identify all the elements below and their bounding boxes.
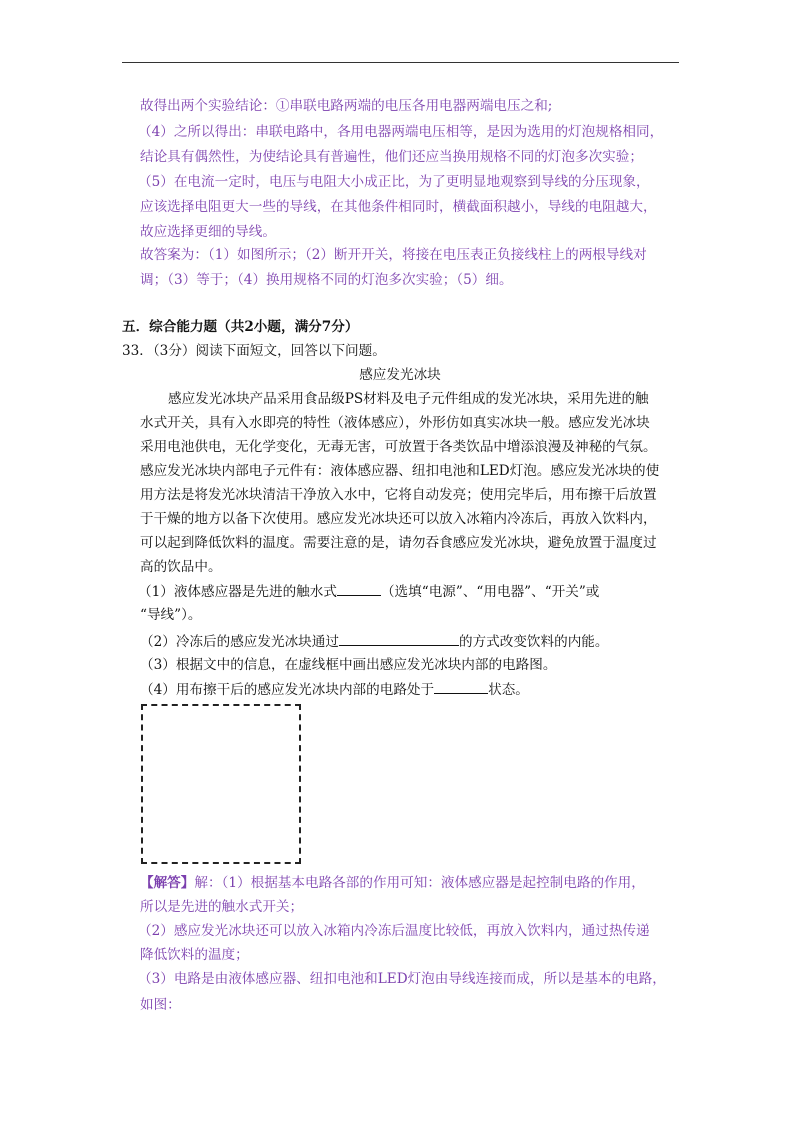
- passage-title: 感应发光冰块: [359, 367, 441, 383]
- passage-line-7: 可以起到降低饮料的温度。需要注意的是，请勿吞食感应发光冰块，避免放置于温度过: [140, 535, 657, 551]
- section-heading: 五．综合能力题（共2小题，满分7分）: [122, 319, 359, 335]
- solution-line-6: 如图：: [140, 997, 181, 1013]
- solution-line-2: 所以是先进的触水式开关；: [140, 899, 304, 915]
- solution-line-1-text: 解：（1）根据基本电路各部的作用可知：液体感应器是起控制电路的作用，: [194, 875, 645, 891]
- solution-line-5: （3）电路是由液体感应器、纽扣电池和LED灯泡由导线连接而成，所以是基本的电路，: [138, 971, 666, 987]
- answer-line-8: 调；（3）等于；（4）换用规格不同的灯泡多次实验；（5）细。: [140, 272, 513, 288]
- question-intro: 33．（3分）阅读下面短文，回答以下问题。: [122, 343, 386, 359]
- solution-line-3: （2）感应发光冰块还可以放入冰箱内冷冻后温度比较低，再放入饮料内，通过热传递: [138, 923, 650, 939]
- passage-line-8: 高的饮品中。: [140, 559, 222, 575]
- answer-line-2: （4）之所以得出：串联电路中，各用电器两端电压相等，是因为选用的灯泡规格相同，: [138, 124, 664, 140]
- solution-line-1: [140, 874, 645, 892]
- answer-line-5: 应该选择电阻更大一些的导线，在其他条件相同时，横截面积越小，导线的电阻越大，: [140, 199, 657, 215]
- solution-tag: 【解答】: [140, 875, 195, 891]
- circuit-drawing-box[interactable]: [141, 704, 301, 864]
- subquestion-4: [140, 680, 529, 699]
- answer-line-4: （5）在电流一定时，电压与电阻大小成正比，为了更明显地观察到导线的分压现象，: [138, 174, 650, 190]
- answer-line-7: 故答案为：（1）如图所示；（2）断开开关，将接在电压表正负接线柱上的两根导线对: [140, 247, 647, 263]
- answer-line-3: 结论具有偶然性，为使结论具有普遍性，他们还应当换用规格不同的灯泡多次实验；: [140, 149, 643, 165]
- subquestion-2-tail: 的方式改变饮料的内能。: [458, 634, 609, 650]
- answer-blank-1[interactable]: [337, 582, 381, 596]
- passage-line-6: 于干燥的地方以备下次使用。感应发光冰块还可以放入冰箱内冷冻后，再放入饮料内，: [140, 511, 657, 527]
- subquestion-4-text: （4）用布擦干后的感应发光冰块内部的电路处于: [140, 682, 435, 698]
- solution-line-4: 降低饮料的温度；: [140, 947, 249, 963]
- subquestion-2: [140, 632, 609, 651]
- subquestion-3: （3）根据文中的信息，在虚线框中画出感应发光冰块内部的电路图。: [140, 657, 557, 673]
- answer-line-6: 故应选择更细的导线。: [140, 224, 276, 240]
- subquestion-1-options: （选填“电源”、“用电器”、“开关”或: [380, 584, 600, 600]
- passage-line-1: 感应发光冰块产品采用食品级PS材料及电子元件组成的发光冰块，采用先进的触: [168, 391, 649, 407]
- passage-line-2: 水式开关，具有入水即亮的特性（液体感应），外形仿如真实冰块一般。感应发光冰块: [140, 415, 650, 431]
- passage-line-5: 用方法是将发光冰块清洁干净放入水中，它将自动发亮；使用完毕后，用布擦干后放置: [140, 487, 657, 503]
- header-rule: [122, 62, 679, 63]
- answer-blank-2[interactable]: [339, 632, 459, 646]
- subquestion-2-text: （2）冷冻后的感应发光冰块通过: [140, 634, 339, 650]
- subquestion-1-cont: “导线”）。: [140, 607, 202, 623]
- answer-blank-4[interactable]: [434, 680, 488, 694]
- passage-line-4: 感应发光冰块内部电子元件有：液体感应器、纽扣电池和LED灯泡。感应发光冰块的使: [140, 463, 660, 479]
- answer-line-1: 故得出两个实验结论：①串联电路两端的电压各用电器两端电压之和;: [140, 98, 553, 114]
- passage-line-3: 采用电池供电，无化学变化，无毒无害，可放置于各类饮品中增添浪漫及神秘的气氛。: [140, 439, 657, 455]
- subquestion-4-tail: 状态。: [488, 682, 529, 698]
- subquestion-1-text: （1）液体感应器是先进的触水式: [138, 584, 337, 600]
- subquestion-1: [138, 582, 599, 601]
